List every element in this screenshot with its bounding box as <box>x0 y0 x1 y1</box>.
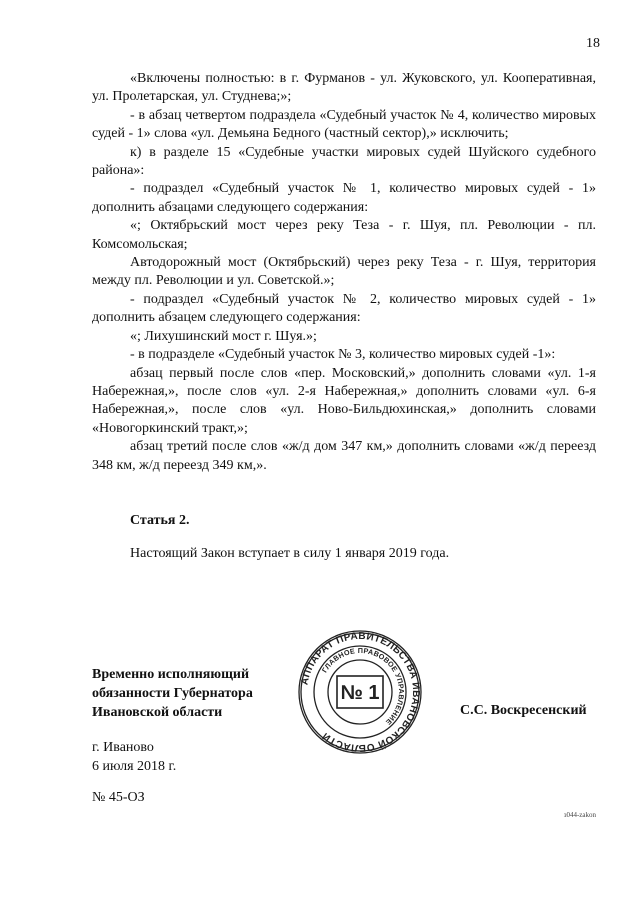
paragraph: - в подразделе «Судебный участок № 3, количество мировых судей -1»: <box>130 347 556 363</box>
paragraph: «; Лихушинский мост г. Шуя.»; <box>130 328 317 344</box>
paragraph: - подраздел «Судебный участок № 2, количество мировых судей - 1» дополнить абзацем следующего содержания: <box>92 291 596 326</box>
law-effective-text: Настоящий Закон вступает в силу 1 января 2019 года. <box>130 546 450 561</box>
document-code: з044-zakon <box>563 811 596 819</box>
date: 6 июля 2018 г. <box>92 759 177 774</box>
city: г. Иваново <box>92 740 154 755</box>
paragraph: абзац третий после слов «ж/д дом 347 км,» дополнить словами «ж/д переезд 348 км, ж/д переезд 349 км,». <box>92 439 596 473</box>
seal-ring-text: АППАРАТ ПРАВИТЕЛЬСТВА ИВАНОВСКОЙ ОБЛАСТИ <box>299 630 422 754</box>
signatory-title <box>92 665 253 722</box>
paragraph: «; Октябрьский мост через реку Теза - г. Шуя, пл. Революции - пл. Комсомольская; <box>92 218 596 252</box>
article-heading: Статья 2. <box>130 513 190 528</box>
signatory-title-line: Временно исполняющий <box>92 667 250 682</box>
law-number: № 45-ОЗ <box>92 790 145 805</box>
paragraph: - в абзац четвертом подраздела «Судебный участок № 4, количество мировых судей - 1» слова «ул. Демьяна Бедного (частный сектор),» исключить; <box>92 107 596 142</box>
page-number: 18 <box>586 36 600 51</box>
paragraph: Автодорожный мост (Октябрьский) через реку Теза - г. Шуя, территория между пл. Революции и ул. Советской.»; <box>92 255 596 289</box>
place-date <box>92 738 176 776</box>
signatory-title-line: Ивановской области <box>92 705 223 720</box>
signatory-name: С.С. Воскресенский <box>460 703 587 718</box>
seal-center-number: № 1 <box>340 682 380 704</box>
official-seal <box>297 629 423 755</box>
seal-inner-text: ГЛАВНОЕ ПРАВОВОЕ УПРАВЛЕНИЕ <box>319 645 407 727</box>
paragraph: к) в разделе 15 «Судебные участки мировых судей Шуйского судебного района»: <box>92 144 596 179</box>
document-body <box>92 70 596 475</box>
paragraph: «Включены полностью: в г. Фурманов - ул. Жуковского, ул. Кооперативная, ул. Пролетарская, ул. Студнева;»; <box>92 71 596 105</box>
signatory-title-line: обязанности Губернатора <box>92 686 253 701</box>
paragraph: абзац первый после слов «пер. Московский,» дополнить словами «ул. 1-я Набережная,», после слов «ул. 2-я Набережная,» дополнить словами «ул. 6-я Набережная,», после слов «ул. Ново-Бильдюхинская,» дополнить словами «Новогоркинский тракт,»; <box>92 365 596 436</box>
paragraph: - подраздел «Судебный участок № 1, количество мировых судей - 1» дополнить абзацами следующего содержания: <box>92 181 596 215</box>
